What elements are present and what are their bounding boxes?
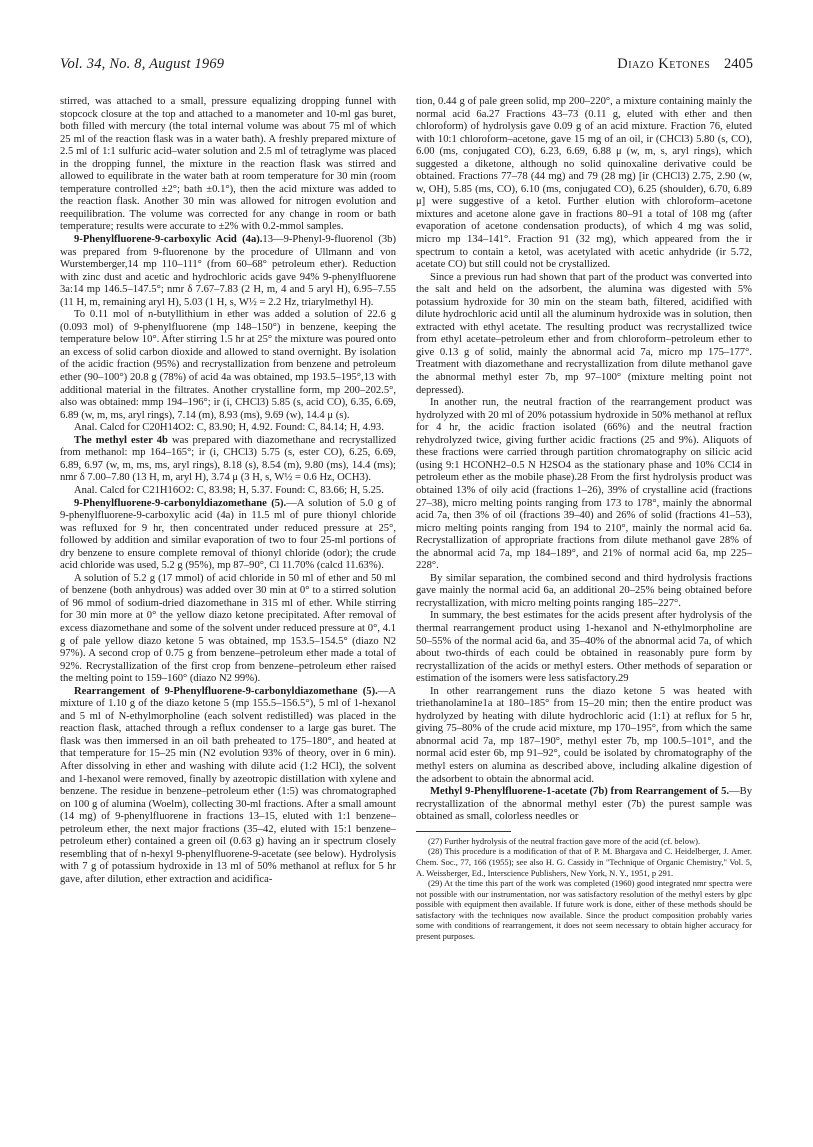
section-heading: Rearrangement of 9-Phenylfluorene-9-carbonyldiazomethane (5). (74, 685, 378, 697)
paragraph (60, 686, 396, 887)
journal-citation: Vol. 34, No. 8, August 1969 (60, 56, 225, 72)
paragraph (60, 234, 396, 309)
section-heading: 9-Phenylfluorene-9-carbonyldiazomethane (5). (74, 497, 287, 509)
footnote: (28) This procedure is a modification of that of P. M. Bhargava and C. Heidelberger, J. Amer. Chem. Soc., 77, 166 (1955); see also H. G. Cassidy in "Technique of Organic Chemistry," Vol. 5, A. Weissberger, Ed., Interscience Publishers, New York, N. Y., 1951, p 291. (416, 846, 752, 878)
paragraph (60, 435, 396, 485)
paragraph-text: —A solution of 5.0 g of 9-phenylfluorene-9-carboxylic acid (4a) in 11.5 ml of pure thionyl chloride was refluxed for 9 hr, then concentrated under reduced pressure at 25°, followed by addition and similar evaporation of two to four 25-ml portions of dry benzene to ensure complete removal of thionyl chloride (odor); the crude acid chloride was used, 5.2 g (95%), mp 87–90°, Cl 11.70% (calcd 11.63%). (60, 497, 397, 572)
paragraph-text: —A mixture of 1.10 g of the diazo ketone 5 (mp 155.5–156.5°), 5 ml of 1-hexanol and 5 ml of N-ethylmorpholine (each solvent redistilled) was placed in the reaction flask, attached through a reflux condenser to a large gas buret. The flask was then immersed in an oil bath preheated to 175–180°, and heated at that temperature for 15–25 min (N2 evolution 93% of theory, over in 6 min). After dissolving in ether and washing with dilute acid (1:2 HCl), the solvent and 1-hexanol were removed, finally by azeotropic distillation with xylene and benzene. The residue in benzene–petroleum ether (1:5) was chromatographed on 100 g of alumina (Woelm), collecting 30-ml fractions. After a small amount (14 mg) of 9-phenylfluorene in fractions 13–15, eluted with 1:1 benzene–petroleum ether, the next major fractions (35–42, eluted with 15:1 benzene–petroleum ether) contained a green oil (0.63 g) having an ir spectrum closely resembling that of n-hexyl 9-phenylfluorene-9-acetate (see below). Hydrolysis with 7 g of potassium hydroxide in 13 ml of 50% methanol at reflux for 5 hr gave, after dilution, ether extraction and acidifica- (60, 685, 396, 885)
paragraph: A solution of 5.2 g (17 mmol) of acid chloride in 50 ml of ether and 50 ml of benzene (both anhydrous) was added over 30 min at 0° to a stirred solution of 96 mmol of sodium-dried diazomethane in 315 ml of ether. While stirring for 30 min more at 0° the yellow diazo ketone precipitated. After removal of excess diazomethane and some of the solvent under reduced pressure at 0°, 4.1 g of pale yellow diazo ketone 5 was obtained, mp 153.5–154.5° (diazo N2 97%). A second crop of 0.75 g from benzene–petroleum ether made a total of 92%. Recrystallization of the first crop from benzene–petroleum ether raised the melting point to 159–160° (diazo N2 99%). (60, 572, 396, 685)
paragraph: tion, 0.44 g of pale green solid, mp 200–220°, a mixture containing mainly the normal acid 6a.27 Fractions 43–73 (0.11 g, eluted with ether and then chloroform) of hydrolysis gave 0.09 g of an acid mixture. Fraction 76, eluted with 10:1 chloroform–acetone, gave 15 mg of an oil, ir (CHCl3) 5.80 (s, CO), 6.00 (ms, conjugated CO), 6.23, 6.69, 6.88 μ (w, m, s, aryl rings), which suggested a diketone, although no solid quinoxaline derivative could be obtained. Fractions 77–78 (44 mg) and 79 (28 mg) [ir (CHCl3) 2.75, 2.90 (w, w, OH), 5.85 (ms, CO), 6.10 (ms, conjugated CO), 6.25 (shoulder), 6.70, 6.89 μ] were suggestive of a ketol. Further elution with chloroform–acetone mixtures and acetone alone gave in fractions 80–91 a total of 108 mg (after evaporation of acetone condensation products), of which 4 mg was solid, micro mp 134–141°. Fraction 91 (32 mg), which appeared from the ir spectrum to contain a ketol, was acetylated with acetic anhydride (ir 5.72, acetate CO) but still could not be crystallized. (416, 96, 752, 271)
paragraph-text: was prepared with diazomethane and recrystallized from methanol: mp 164–165°; ir (i, CHCl3) 5.75 (s, ester CO), 6.25, 6.69, 6.89, 6.97 (w, m, ms, ms, aryl rings), 8.18 (s), 8.54 (m), 9.80 (ms), 14.4 (ms); nmr δ 7.00–7.80 (13 H, m, aryl H), 3.74 μ (3 H, s, W½ = 0.6 Hz, OCH3). (60, 434, 396, 484)
paragraph: In other rearrangement runs the diazo ketone 5 was heated with triethanolamine1a at 180–185° from 15–20 min; then the entire product was hydrolyzed by heating with dilute hydrochloric acid (1:1) at reflux for 5 hr, giving 75–80% of the crude acid mixture, mp 170–195°, from which the same abnormal acid 7a, mp 187–190°, methyl ester 7b, mp 100.5–101°, and the normal acid ester 6b, mp 91–92°, could be isolated by chromatography of the methyl esters on alumina as described above, including alkaline digestion of the adsorbent to obtain the abnormal acid. (416, 685, 752, 785)
paragraph: Since a previous run had shown that part of the product was converted into the salt and held on the adsorbent, the alumina was digested with 5% potassium hydroxide for 30 min on the steam bath, filtered, acidified with dilute hydrochloric acid until all the aluminum hydroxide was in solution, then extracted with ethyl acetate. The resulting product was recrystallized twice from ethyl acetate–petroleum ether and from chloroform–petroleum ether to give 0.13 g of solid, mainly the abnormal acid 7a, micro mp 175–177°. Treatment with diazomethane and recrystallization from dilute methanol gave the abnormal methyl ester 7b, mp 97–100° (mixture melting point not depressed). (416, 271, 752, 396)
section-heading: The methyl ester 4b (74, 434, 168, 446)
footnotes (416, 836, 752, 942)
footnote: (29) At the time this part of the work was completed (1960) good integrated nmr spectra were not possible with our instrumentation, nor was satisfactory resolution of the methyl esters by glpc possible with equipment then available. If future work is done, either of these methods should be satisfactory with the techniques now available. Since the product composition probably varies some with conditions of rearrangement, it does not seem necessary to obtain higher accuracy for present purposes. (416, 878, 752, 942)
page-number: 2405 (724, 56, 753, 72)
footnote: (27) Further hydrolysis of the neutral fraction gave more of the acid (cf. below). (428, 835, 701, 846)
paragraph: By similar separation, the combined second and third hydrolysis fractions gave mainly the normal acid 6a, an additional 20–25% being obtained before recrystallization, with micro melting points ranging 185–227°. (416, 572, 752, 609)
paragraph-text: 13—9-Phenyl-9-fluorenol (3b) was prepared from 9-fluorenone by the procedure of Ullmann and von Wurstemberger,14 mp 110–111° (from 60–68° petroleum ether). Reduction with zinc dust and acetic and hydrochloric acids gave 94% 9-phenylfluorene 3a:14 mp 146.5–147.5°; nmr δ 7.67–7.83 (2 H, m, 4 and 5 aryl H), 6.95–7.55 (11 H, m, remaining aryl H), 5.03 (1 H, s, W½ = 2.2 Hz, triarylmethyl H). (60, 234, 396, 308)
section-heading: Methyl 9-Phenylfluorene-1-acetate (7b) from Rearrangement of 5. (430, 786, 730, 798)
footnote-rule (416, 831, 511, 832)
paragraph: Anal. Calcd for C21H16O2: C, 83.98; H, 5.37. Found: C, 83.66; H, 5.25. (74, 484, 384, 496)
right-column (416, 96, 752, 942)
paragraph: In another run, the neutral fraction of the rearrangement product was hydrolyzed with 20 ml of 20% potassium hydroxide in 50% methanol at reflux for 4 hr, the acidic fraction isolated (66%) and the neutral fraction rehydrolyzed twice, giving further acidic fractions (25 and 9%). Aliquots of these fractions were carried through partition chromatography on silicic acid (using 9:1 HCONH2–0.5 N H2SO4 as the stationary phase and 10% CCl4 in petroleum ether as the mobile phase).28 From the first hydrolysis product was obtained 13% of oily acid (fractions 1–26), 39% of crystalline acid (fractions 27–38), micro melting points ranging from 173 to 178°, mainly the abnormal acid 7a, then 3% of oil (fractions 39–40) and 26% of solid (fractions 41–53), micro melting points ranging from 194 to 210°, mainly the normal acid 6a. Recrystallization of appropriate fractions from dilute methanol gave 28% of the abnormal acid 7a, mp 184–189°, and 21% of normal acid 6a, mp 225–228°. (416, 397, 752, 572)
header-right (617, 56, 753, 73)
paragraph (60, 498, 396, 573)
paragraph (416, 786, 752, 824)
section-heading: 9-Phenylfluorene-9-carboxylic Acid (4a). (74, 234, 263, 246)
paragraph: To 0.11 mol of n-butyllithium in ether was added a solution of 22.6 g (0.093 mol) of 9-phenylfluorene (mp 148–150°) in benzene, keeping the temperature below 10°. After stirring 1.5 hr at 25° the mixture was poured onto an excess of solid carbon dioxide and allowed to stand overnight. By isolation of the acidic fraction (95%) and recrystallization from benzene and petroleum ether (90–100°) 20.8 g (78%) of acid 4a was obtained, mp 193.5–195°,13 with additional material in the filtrates. Another crystalline form, mp 200–202.5°, also was obtained: mmp 194–196°; ir (i, CHCl3) 5.85 (s, acid CO), 6.35, 6.69, 6.89 (w, m, ms, aryl rings), 7.14 (m), 8.93 (ms), 9.69 (w), 14.4 μ (s). (60, 309, 396, 421)
paragraph: stirred, was attached to a small, pressure equalizing dropping funnel with stopcock closure at the top and attached to a manometer and 10-ml gas buret, both filled with mercury (the total internal volume was about 75 ml of which 25 ml of the reaction flask was in a water bath). A freshly prepared mixture of 2.5 ml of 1:1 sulfuric acid–water solution and 2.5 ml of tetraglyme was placed in the dropping funnel, the mixture in the reaction flask was stirred and allowed to equilibrate in the water bath at room temperature for 30 min (room temperature controlled ±2°; bath ±0.1°), then the acid mixture was added to the reaction flask. Another 30 min was allowed for nitrogen evolution and reequilibration. The volume was corrected for any change in room or bath temperature; results were accurate to ±2% with 0.2-mmol samples. (60, 96, 396, 233)
left-column (60, 96, 396, 886)
running-header (60, 56, 753, 78)
paragraph: In summary, the best estimates for the acids present after hydrolysis of the thermal rearrangement product using 1-hexanol and N-ethylmorpholine are 50–55% of the normal acid 6a, and 35–40% of the abnormal acid 7a, of which about two-thirds of each could be obtained in reasonably pure form by recrystallization of the acids or methyl esters. Other methods of separation or estimation of the isomers were less satisfactory.29 (416, 610, 752, 685)
running-title: Diazo Ketones (617, 56, 711, 72)
paragraph-text: —By recrystallization of the abnormal methyl ester (7b) the purest sample was obtained as small, colorless needles or (416, 786, 752, 823)
paragraph: Anal. Calcd for C20H14O2: C, 83.90; H, 4.92. Found: C, 84.14; H, 4.93. (74, 422, 384, 434)
